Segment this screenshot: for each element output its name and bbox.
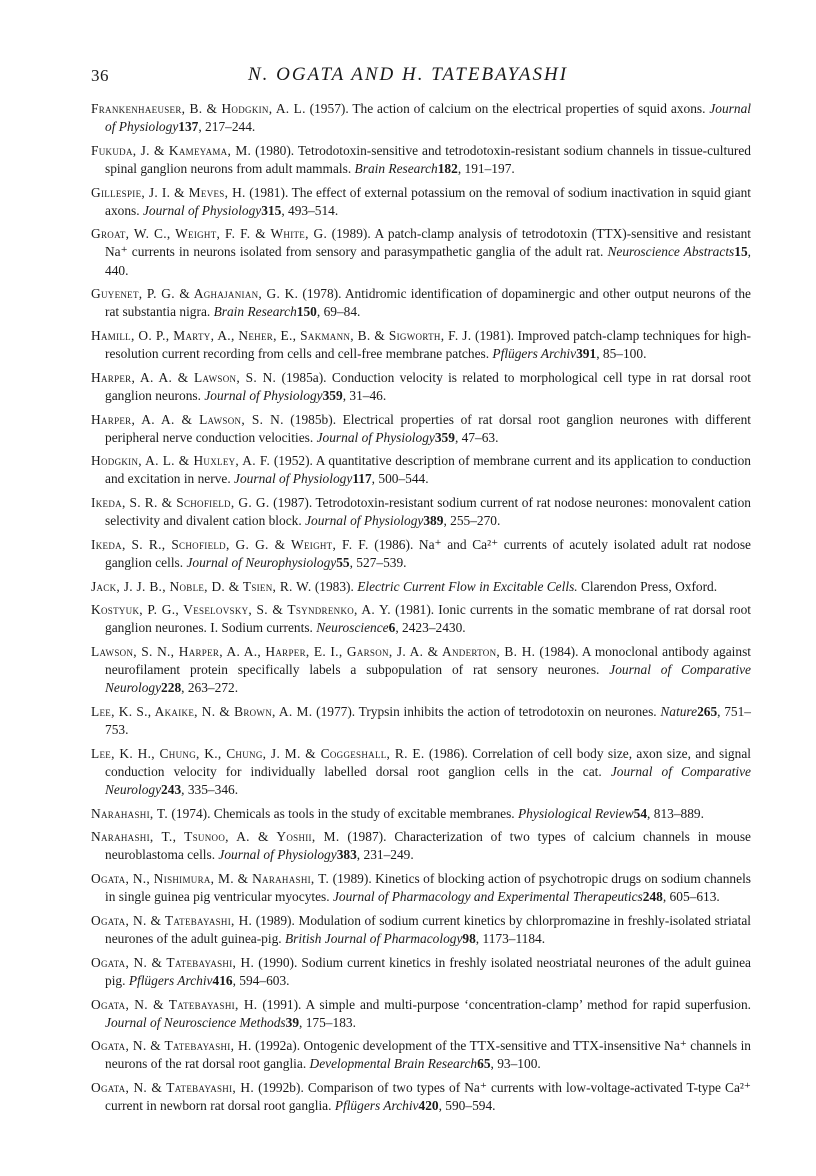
reference-entry [91, 601, 751, 637]
reference-volume: 265 [697, 704, 718, 720]
reference-entry [91, 285, 751, 321]
reference-pages: , 47–63. [454, 429, 499, 445]
reference-entry [91, 100, 751, 136]
reference-authors: Ikeda, S. R., Schofield, G. G. & Weight, F. F. [91, 536, 369, 552]
reference-journal: British Journal of Pharmacology [284, 931, 463, 947]
reference-authors: Frankenhaeuser, B. & Hodgkin, A. L. [91, 101, 306, 116]
reference-journal: Neuroscience [316, 620, 389, 636]
reference-journal: Journal of Comparative Neurology [105, 763, 751, 797]
reference-entry [91, 870, 751, 906]
reference-authors: Harper, A. A. & Lawson, S. N. [91, 411, 284, 427]
reference-pages: , 93–100. [490, 1056, 541, 1072]
reference-journal: Journal of Physiology [305, 513, 424, 529]
reference-journal: Journal of Comparative Neurology [105, 662, 751, 696]
reference-authors: Ikeda, S. R. & Schofield, G. G. [91, 495, 270, 511]
reference-pages: , 231–249. [356, 847, 414, 863]
reference-text: (1992a). Ontogenic development of the TTX-sensitive and TTX-insensitive Na⁺ channels in neurons of the rat dorsal root ganglia. [105, 1038, 752, 1072]
reference-pages: , 813–889. [647, 805, 704, 821]
reference-pages: , 191–197. [457, 160, 515, 176]
reference-entry [91, 578, 751, 596]
reference-text: (1989). A patch-clamp analysis of tetrodotoxin (TTX)-sensitive and resistant Na⁺ currents in neurons isolated from sensory and parasympathetic ganglia of the adult rat. [105, 226, 751, 260]
reference-pages: , 605–613. [662, 889, 720, 905]
reference-pages: , 440. [105, 244, 751, 278]
reference-text: (1974). Chemicals as tools in the study of excitable membranes. [168, 805, 518, 821]
reference-volume: 54 [633, 805, 648, 821]
reference-pages: , 85–100. [596, 346, 647, 362]
reference-text: (1991). A simple and multi-purpose ‘concentration-clamp’ method for rapid superfusion. [257, 996, 751, 1012]
reference-pages: , 493–514. [281, 202, 339, 218]
reference-text: (1977). Trypsin inhibits the action of tetrodotoxin on neurones. [312, 704, 661, 720]
reference-authors: Lawson, S. N., Harper, A. A., Harper, E. I., Garson, J. A. & Anderton, B. H. [91, 644, 536, 660]
reference-authors: Ogata, N. & Tatebayashi, H. [91, 912, 253, 928]
reference-journal: Journal of Physiology [316, 429, 435, 445]
reference-authors: Gillespie, J. I. & Meves, H. [91, 184, 246, 200]
reference-authors: Hamill, O. P., Marty, A., Neher, E., Sakmann, B. & Sigworth, F. J. [91, 328, 472, 343]
reference-text: (1992b). Comparison of two types of Na⁺ currents with low-voltage-activated T-type Ca²⁺ current in newborn rat dorsal root ganglia. [105, 1080, 752, 1114]
reference-volume: 15 [734, 244, 748, 260]
reference-journal: Physiological Review [518, 805, 634, 821]
reference-text: (1987). Tetrodotoxin-resistant sodium current of rat nodose neurones: monovalent cation selectivity and divalent cation block. [105, 495, 751, 529]
reference-text: (1957). The action of calcium on the electrical properties of squid axons. [305, 101, 710, 116]
reference-volume: 315 [261, 202, 282, 218]
reference-text: (1981). The effect of external potassium on the removal of sodium inactivation in squid giant axons. [105, 184, 751, 218]
reference-entry [91, 828, 751, 864]
reference-pages: , 1173–1184. [475, 931, 546, 947]
reference-journal: Developmental Brain Research [309, 1056, 478, 1072]
reference-volume: 150 [296, 304, 317, 320]
reference-entry [91, 912, 751, 948]
reference-entry [91, 327, 751, 363]
reference-volume: 228 [161, 680, 182, 696]
reference-volume: 416 [212, 972, 233, 988]
reference-authors: Hodgkin, A. L. & Huxley, A. F. [91, 453, 271, 469]
reference-pages: , 335–346. [181, 782, 239, 797]
reference-entry [91, 643, 751, 697]
reference-volume: 248 [642, 889, 663, 905]
reference-volume: 39 [285, 1014, 300, 1030]
reference-entry [91, 745, 751, 799]
reference-volume: 359 [434, 429, 455, 445]
reference-journal: Journal of Pharmacology and Experimental Therapeutics [332, 889, 643, 905]
reference-journal: Journal of Physiology [142, 202, 262, 218]
reference-entry [91, 225, 751, 279]
reference-pages: , 31–46. [342, 387, 387, 403]
reference-volume: 391 [576, 346, 597, 362]
reference-journal: Pflügers Archiv [128, 972, 213, 988]
reference-entry [91, 452, 751, 488]
reference-pages: , 217–244. [198, 119, 256, 135]
reference-entry [91, 184, 751, 220]
reference-volume: 389 [423, 513, 444, 529]
reference-volume: 6 [388, 620, 396, 636]
reference-journal: Journal of Physiology [105, 101, 751, 135]
reference-text: (1981). Ionic currents in the somatic membrane of rat dorsal root ganglion neurones. I. Sodium currents. [105, 602, 751, 636]
reference-journal: Neuroscience Abstracts [607, 244, 735, 260]
reference-pages: , 527–539. [349, 555, 407, 570]
reference-journal: Brain Research [354, 160, 438, 176]
reference-text: (1986). Correlation of cell body size, axon size, and signal conduction velocity for individually labelled dorsal root ganglion cells in the cat. [105, 745, 751, 779]
reference-volume: 359 [322, 387, 343, 403]
reference-volume: 383 [336, 847, 357, 863]
reference-volume: 98 [462, 931, 476, 947]
reference-pages: Clarendon Press, Oxford. [577, 578, 718, 594]
running-head: N. OGATA AND H. TATEBAYASHI [247, 64, 569, 85]
reference-pages: , 590–594. [438, 1098, 496, 1114]
reference-pages: , 751–753. [105, 704, 751, 738]
reference-text: (1985a). Conduction velocity is related to morphological cell type in rat dorsal root ganglion neurons. [105, 369, 752, 403]
reference-volume: 182 [437, 160, 458, 176]
reference-journal: Journal of Physiology [218, 847, 337, 863]
reference-text: (1980). Tetrodotoxin-sensitive and tetrodotoxin-resistant sodium channels in tissue-cultured spinal ganglion neurons from adult mammals. [105, 142, 751, 176]
reference-journal: Pflügers Archiv [492, 346, 577, 362]
reference-pages: , 175–183. [299, 1014, 356, 1030]
reference-authors: Ogata, N., Nishimura, M. & Narahashi, T. [91, 871, 330, 887]
reference-pages: , 500–544. [371, 471, 429, 487]
reference-text: (1987). Characterization of two types of calcium channels in mouse neuroblastoma cells. [105, 829, 751, 863]
reference-entry [91, 954, 751, 990]
reference-authors: Jack, J. J. B., Noble, D. & Tsien, R. W. [91, 578, 312, 594]
reference-entry [91, 1079, 751, 1115]
reference-pages: , 69–84. [316, 304, 361, 320]
page-number: 36 [91, 66, 109, 85]
reference-authors: Ogata, N. & Tatebayashi, H. [91, 1038, 252, 1054]
reference-text: (1984). A monoclonal antibody against neurofilament protein specifically labels a subpopulation of rat sensory neurones. [105, 644, 751, 678]
reference-journal: Pflügers Archiv [334, 1098, 419, 1114]
reference-authors: Narahashi, T. [91, 805, 169, 821]
reference-journal: Journal of Physiology [204, 387, 323, 403]
reference-entry [91, 142, 751, 178]
reference-pages: , 594–603. [232, 972, 290, 988]
reference-entry [91, 1037, 751, 1073]
reference-journal: Journal of Physiology [234, 471, 353, 487]
reference-text: (1983). [311, 578, 358, 594]
reference-text: (1978). Antidromic identification of dopaminergic and other output neurons of the rat substantia nigra. [105, 286, 751, 320]
reference-entry [91, 805, 751, 823]
reference-volume: 65 [477, 1056, 491, 1072]
reference-entry [91, 369, 751, 405]
reference-volume: 420 [418, 1098, 439, 1114]
reference-authors: Ogata, N. & Tatebayashi, H. [91, 1080, 255, 1096]
reference-pages: , 255–270. [443, 513, 501, 529]
reference-journal: Journal of Neuroscience Methods [105, 1014, 286, 1030]
reference-authors: Kostyuk, P. G., Veselovsky, S. & Tsyndrenko, A. Y. [91, 602, 391, 618]
reference-authors: Lee, K. H., Chung, K., Chung, J. M. & Coggeshall, R. E. [91, 745, 425, 761]
reference-authors: Narahashi, T., Tsunoo, A. & Yoshii, M. [91, 829, 340, 845]
reference-pages: , 263–272. [181, 680, 239, 696]
reference-volume: 117 [352, 471, 372, 487]
reference-entry [91, 411, 751, 447]
reference-text: (1981). Improved patch-clamp techniques for high-resolution current recording from cells and cell-free membrane patches. [105, 328, 752, 362]
reference-volume: 243 [161, 782, 182, 797]
reference-text: (1952). A quantitative description of membrane current and its application to conduction and excitation in nerve. [105, 453, 751, 487]
reference-text: (1986). Na⁺ and Ca²⁺ currents of acutely isolated adult rat nodose ganglion cells. [105, 536, 751, 570]
reference-pages: , 2423–2430. [395, 620, 466, 636]
reference-list [91, 100, 751, 1121]
reference-authors: Fukuda, J. & Kameyama, M. [91, 142, 252, 158]
reference-authors: Lee, K. S., Akaike, N. & Brown, A. M. [91, 704, 313, 720]
reference-text: (1990). Sodium current kinetics in freshly isolated neostriatal neurones of the adult guinea pig. [105, 954, 751, 988]
reference-volume: 137 [178, 119, 199, 135]
reference-authors: Guyenet, P. G. & Aghajanian, G. K. [91, 286, 299, 302]
reference-text: (1989). Modulation of sodium current kinetics by chlorpromazine in freshly-isolated striatal neurones of the adult guinea-pig. [105, 912, 752, 947]
reference-journal: Journal of Neurophysiology [186, 555, 337, 570]
reference-entry [91, 536, 751, 572]
reference-authors: Ogata, N. & Tatebayashi, H. [91, 996, 258, 1012]
reference-journal: Electric Current Flow in Excitable Cells. [357, 578, 578, 594]
reference-authors: Groat, W. C., Weight, F. F. & White, G. [91, 226, 328, 242]
reference-volume: 55 [336, 555, 350, 570]
reference-authors: Harper, A. A. & Lawson, S. N. [91, 369, 277, 385]
reference-journal: Brain Research [213, 304, 297, 320]
reference-text: (1989). Kinetics of blocking action of psychotropic drugs on sodium channels in single guinea pig ventricular myocytes. [105, 871, 752, 905]
reference-text: (1985b). Electrical properties of rat dorsal root ganglion neurones with different peripheral nerve conduction velocities. [105, 411, 751, 445]
reference-authors: Ogata, N. & Tatebayashi, H. [91, 954, 255, 970]
reference-entry [91, 996, 751, 1032]
reference-journal: Nature [660, 704, 698, 720]
reference-entry [91, 703, 751, 739]
reference-entry [91, 494, 751, 530]
